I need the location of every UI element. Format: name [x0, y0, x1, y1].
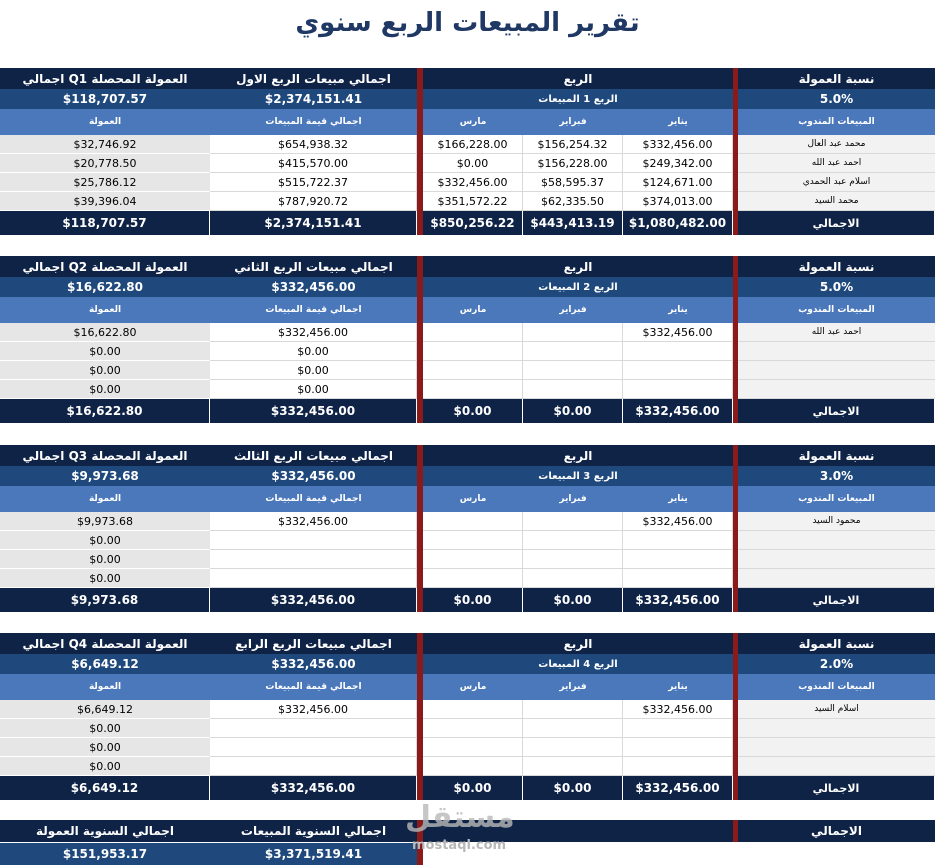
total-january-cell: $332,456.00 [623, 588, 733, 612]
sales-cell: $0.00 [210, 342, 417, 361]
total-march-cell: $0.00 [423, 776, 523, 800]
rep-name-cell: محمود السيد [738, 512, 935, 531]
february-cell: $156,254.32 [523, 135, 623, 154]
quarter-total-sales: $332,456.00 [210, 466, 417, 486]
march-cell [423, 738, 523, 757]
february-cell [523, 342, 623, 361]
col-rep: المبيعات المندوب [738, 297, 935, 323]
table-row [0, 135, 935, 154]
total-label: الاجمالي [738, 211, 935, 235]
report-title: تقرير المبيعات الربع سنوي [295, 8, 640, 38]
quarter-total-commission: $16,622.80 [0, 277, 210, 297]
march-cell: $166,228.00 [423, 135, 523, 154]
sales-cell [210, 738, 417, 757]
march-cell [423, 569, 523, 588]
rate-header: نسبة العمولة [738, 445, 935, 466]
watermark-logo: مستقل [405, 800, 515, 835]
rep-name-cell [738, 757, 935, 776]
quarter-label: الربع [423, 633, 733, 654]
march-cell: $351,572.22 [423, 192, 523, 211]
total-march-cell: $0.00 [423, 399, 523, 423]
january-cell [623, 380, 733, 399]
quarter-total-sales: $332,456.00 [210, 277, 417, 297]
rep-name-cell [738, 342, 935, 361]
commission-rate: 5.0% [738, 277, 935, 297]
quarter-header-row [0, 68, 935, 89]
table-row [0, 342, 935, 361]
col-february: فبراير [523, 297, 623, 323]
commission-cell: $0.00 [0, 550, 210, 569]
total-january-cell: $1,080,482.00 [623, 211, 733, 235]
february-cell: $156,228.00 [523, 154, 623, 173]
rep-name-cell [738, 719, 935, 738]
quarter-total-commission: $6,649.12 [0, 654, 210, 674]
total-label: الاجمالي [738, 776, 935, 800]
january-cell [623, 719, 733, 738]
table-row [0, 550, 935, 569]
sales-cell: $654,938.32 [210, 135, 417, 154]
col-sales-value: اجمالي قيمة المبيعات [210, 674, 417, 700]
annual-commission-value: $151,953.17 [0, 843, 210, 865]
january-cell [623, 757, 733, 776]
january-cell: $332,456.00 [623, 135, 733, 154]
commission-cell: $0.00 [0, 757, 210, 776]
rep-name-cell: احمد عبد الله [738, 154, 935, 173]
february-cell [523, 700, 623, 719]
february-cell [523, 380, 623, 399]
commission-cell: $0.00 [0, 738, 210, 757]
col-commission: العمولة [0, 297, 210, 323]
quarter-header-row [0, 256, 935, 277]
rep-name-cell: اسلام السيد [738, 700, 935, 719]
col-january: يناير [623, 109, 733, 135]
totals-row [0, 776, 935, 800]
february-cell [523, 361, 623, 380]
total-march-cell: $0.00 [423, 588, 523, 612]
total-march-cell: $850,256.22 [423, 211, 523, 235]
february-cell [523, 512, 623, 531]
total-sales-cell: $332,456.00 [210, 588, 417, 612]
commission-cell: $0.00 [0, 719, 210, 738]
sales-cell [210, 719, 417, 738]
col-sales-value: اجمالي قيمة المبيعات [210, 486, 417, 512]
rep-name-cell: محمد عبد العال [738, 135, 935, 154]
rep-name-cell [738, 531, 935, 550]
table-row [0, 173, 935, 192]
commission-cell: $9,973.68 [0, 512, 210, 531]
quarter-sales-title: الربع 4 المبيعات [423, 654, 733, 674]
table-row [0, 738, 935, 757]
rep-name-cell: محمد السيد [738, 192, 935, 211]
col-february: فبراير [523, 674, 623, 700]
rep-name-cell [738, 569, 935, 588]
commission-cell: $16,622.80 [0, 323, 210, 342]
total-february-cell: $0.00 [523, 399, 623, 423]
january-cell: $249,342.00 [623, 154, 733, 173]
totals-row [0, 588, 935, 612]
january-cell [623, 361, 733, 380]
quarter-summary-row [0, 89, 935, 109]
march-cell [423, 719, 523, 738]
col-march: مارس [423, 674, 523, 700]
total-sales-cell: $332,456.00 [210, 399, 417, 423]
total-january-cell: $332,456.00 [623, 399, 733, 423]
rep-name-cell: اسلام عبد الحمدي [738, 173, 935, 192]
table-row [0, 380, 935, 399]
march-cell: $332,456.00 [423, 173, 523, 192]
quarter-label: الربع [423, 445, 733, 466]
col-february: فبراير [523, 109, 623, 135]
quarter-total-sales: $2,374,151.41 [210, 89, 417, 109]
rep-name-cell [738, 550, 935, 569]
quarter-sales-header: اجمالي مبيعات الربع الرابع [210, 633, 417, 654]
rep-name-cell [738, 380, 935, 399]
total-commission-cell: $16,622.80 [0, 399, 210, 423]
col-rep: المبيعات المندوب [738, 109, 935, 135]
february-cell [523, 757, 623, 776]
january-cell: $332,456.00 [623, 512, 733, 531]
february-cell: $62,335.50 [523, 192, 623, 211]
quarter-sales-header: اجمالي مبيعات الربع الاول [210, 68, 417, 89]
rep-name-cell [738, 738, 935, 757]
sales-cell: $332,456.00 [210, 700, 417, 719]
col-january: يناير [623, 486, 733, 512]
commission-cell: $25,786.12 [0, 173, 210, 192]
quarter-sales-title: الربع 1 المبيعات [423, 89, 733, 109]
col-rep: المبيعات المندوب [738, 486, 935, 512]
table-row [0, 531, 935, 550]
february-cell [523, 550, 623, 569]
table-row [0, 719, 935, 738]
quarter-summary-row [0, 654, 935, 674]
sales-cell [210, 757, 417, 776]
total-label: الاجمالي [738, 588, 935, 612]
total-commission-cell: $6,649.12 [0, 776, 210, 800]
total-january-cell: $332,456.00 [623, 776, 733, 800]
quarter-total-sales: $332,456.00 [210, 654, 417, 674]
quarter-sales-title: الربع 3 المبيعات [423, 466, 733, 486]
commission-cell: $0.00 [0, 342, 210, 361]
march-cell [423, 361, 523, 380]
quarter-commission-header: اجمالي Q4 العمولة المحصلة [0, 633, 210, 654]
sales-cell [210, 531, 417, 550]
col-sales-value: اجمالي قيمة المبيعات [210, 109, 417, 135]
sales-cell: $0.00 [210, 361, 417, 380]
column-header-row [0, 109, 935, 135]
february-cell [523, 531, 623, 550]
total-commission-cell: $9,973.68 [0, 588, 210, 612]
rate-header: نسبة العمولة [738, 68, 935, 89]
commission-cell: $39,396.04 [0, 192, 210, 211]
table-row [0, 154, 935, 173]
quarter-total-commission: $118,707.57 [0, 89, 210, 109]
col-march: مارس [423, 297, 523, 323]
col-rep: المبيعات المندوب [738, 674, 935, 700]
sales-cell [210, 569, 417, 588]
rep-name-cell [738, 361, 935, 380]
january-cell [623, 569, 733, 588]
quarter-commission-header: اجمالي Q3 العمولة المحصلة [0, 445, 210, 466]
commission-rate: 3.0% [738, 466, 935, 486]
january-cell: $332,456.00 [623, 700, 733, 719]
quarter-total-commission: $9,973.68 [0, 466, 210, 486]
column-header-row [0, 674, 935, 700]
quarter-summary-row [0, 466, 935, 486]
quarter-commission-header: اجمالي Q1 العمولة المحصلة [0, 68, 210, 89]
commission-rate: 2.0% [738, 654, 935, 674]
col-commission: العمولة [0, 486, 210, 512]
total-february-cell: $0.00 [523, 588, 623, 612]
quarter-header-row [0, 633, 935, 654]
table-row [0, 323, 935, 342]
january-cell [623, 738, 733, 757]
march-cell [423, 380, 523, 399]
march-cell [423, 757, 523, 776]
march-cell [423, 700, 523, 719]
march-cell [423, 323, 523, 342]
january-cell: $374,013.00 [623, 192, 733, 211]
february-cell [523, 738, 623, 757]
commission-rate: 5.0% [738, 89, 935, 109]
rep-name-cell: احمد عبد الله [738, 323, 935, 342]
table-row [0, 700, 935, 719]
watermark-url: mostaql.com [412, 838, 507, 853]
january-cell [623, 531, 733, 550]
march-cell [423, 512, 523, 531]
column-header-row [0, 486, 935, 512]
quarter-label: الربع [423, 256, 733, 277]
total-sales-cell: $2,374,151.41 [210, 211, 417, 235]
commission-cell: $0.00 [0, 569, 210, 588]
quarter-label: الربع [423, 68, 733, 89]
col-commission: العمولة [0, 109, 210, 135]
col-january: يناير [623, 297, 733, 323]
january-cell: $124,671.00 [623, 173, 733, 192]
sales-cell: $787,920.72 [210, 192, 417, 211]
march-cell [423, 531, 523, 550]
february-cell: $58,595.37 [523, 173, 623, 192]
col-january: يناير [623, 674, 733, 700]
sales-cell: $515,722.37 [210, 173, 417, 192]
col-march: مارس [423, 109, 523, 135]
annual-sales-header: اجمالي السنوية المبيعات [210, 820, 417, 842]
commission-cell: $0.00 [0, 380, 210, 399]
col-february: فبراير [523, 486, 623, 512]
rate-header: نسبة العمولة [738, 256, 935, 277]
february-cell [523, 323, 623, 342]
total-february-cell: $443,413.19 [523, 211, 623, 235]
quarter-sales-title: الربع 2 المبيعات [423, 277, 733, 297]
annual-commission-header: اجمالي السنوية العمولة [0, 820, 210, 842]
table-row [0, 361, 935, 380]
sales-cell [210, 550, 417, 569]
rate-header: نسبة العمولة [738, 633, 935, 654]
sales-cell: $332,456.00 [210, 323, 417, 342]
table-row [0, 192, 935, 211]
total-commission-cell: $118,707.57 [0, 211, 210, 235]
annual-total-label: الاجمالي [738, 820, 935, 842]
table-row [0, 569, 935, 588]
total-sales-cell: $332,456.00 [210, 776, 417, 800]
col-march: مارس [423, 486, 523, 512]
february-cell [523, 569, 623, 588]
annual-sales-value: $3,371,519.41 [210, 843, 417, 865]
totals-row [0, 211, 935, 235]
january-cell [623, 550, 733, 569]
total-label: الاجمالي [738, 399, 935, 423]
sales-cell: $0.00 [210, 380, 417, 399]
column-header-row [0, 297, 935, 323]
totals-row [0, 399, 935, 423]
quarter-sales-header: اجمالي مبيعات الربع الثاني [210, 256, 417, 277]
march-cell [423, 550, 523, 569]
quarter-sales-header: اجمالي مبيعات الربع الثالث [210, 445, 417, 466]
march-cell [423, 342, 523, 361]
col-sales-value: اجمالي قيمة المبيعات [210, 297, 417, 323]
total-february-cell: $0.00 [523, 776, 623, 800]
table-row [0, 512, 935, 531]
commission-cell: $0.00 [0, 531, 210, 550]
commission-cell: $20,778.50 [0, 154, 210, 173]
quarter-header-row [0, 445, 935, 466]
sales-cell: $415,570.00 [210, 154, 417, 173]
january-cell: $332,456.00 [623, 323, 733, 342]
january-cell [623, 342, 733, 361]
march-cell: $0.00 [423, 154, 523, 173]
quarter-commission-header: اجمالي Q2 العمولة المحصلة [0, 256, 210, 277]
commission-cell: $0.00 [0, 361, 210, 380]
quarter-summary-row [0, 277, 935, 297]
february-cell [523, 719, 623, 738]
table-row [0, 757, 935, 776]
col-commission: العمولة [0, 674, 210, 700]
sales-cell: $332,456.00 [210, 512, 417, 531]
commission-cell: $6,649.12 [0, 700, 210, 719]
commission-cell: $32,746.92 [0, 135, 210, 154]
